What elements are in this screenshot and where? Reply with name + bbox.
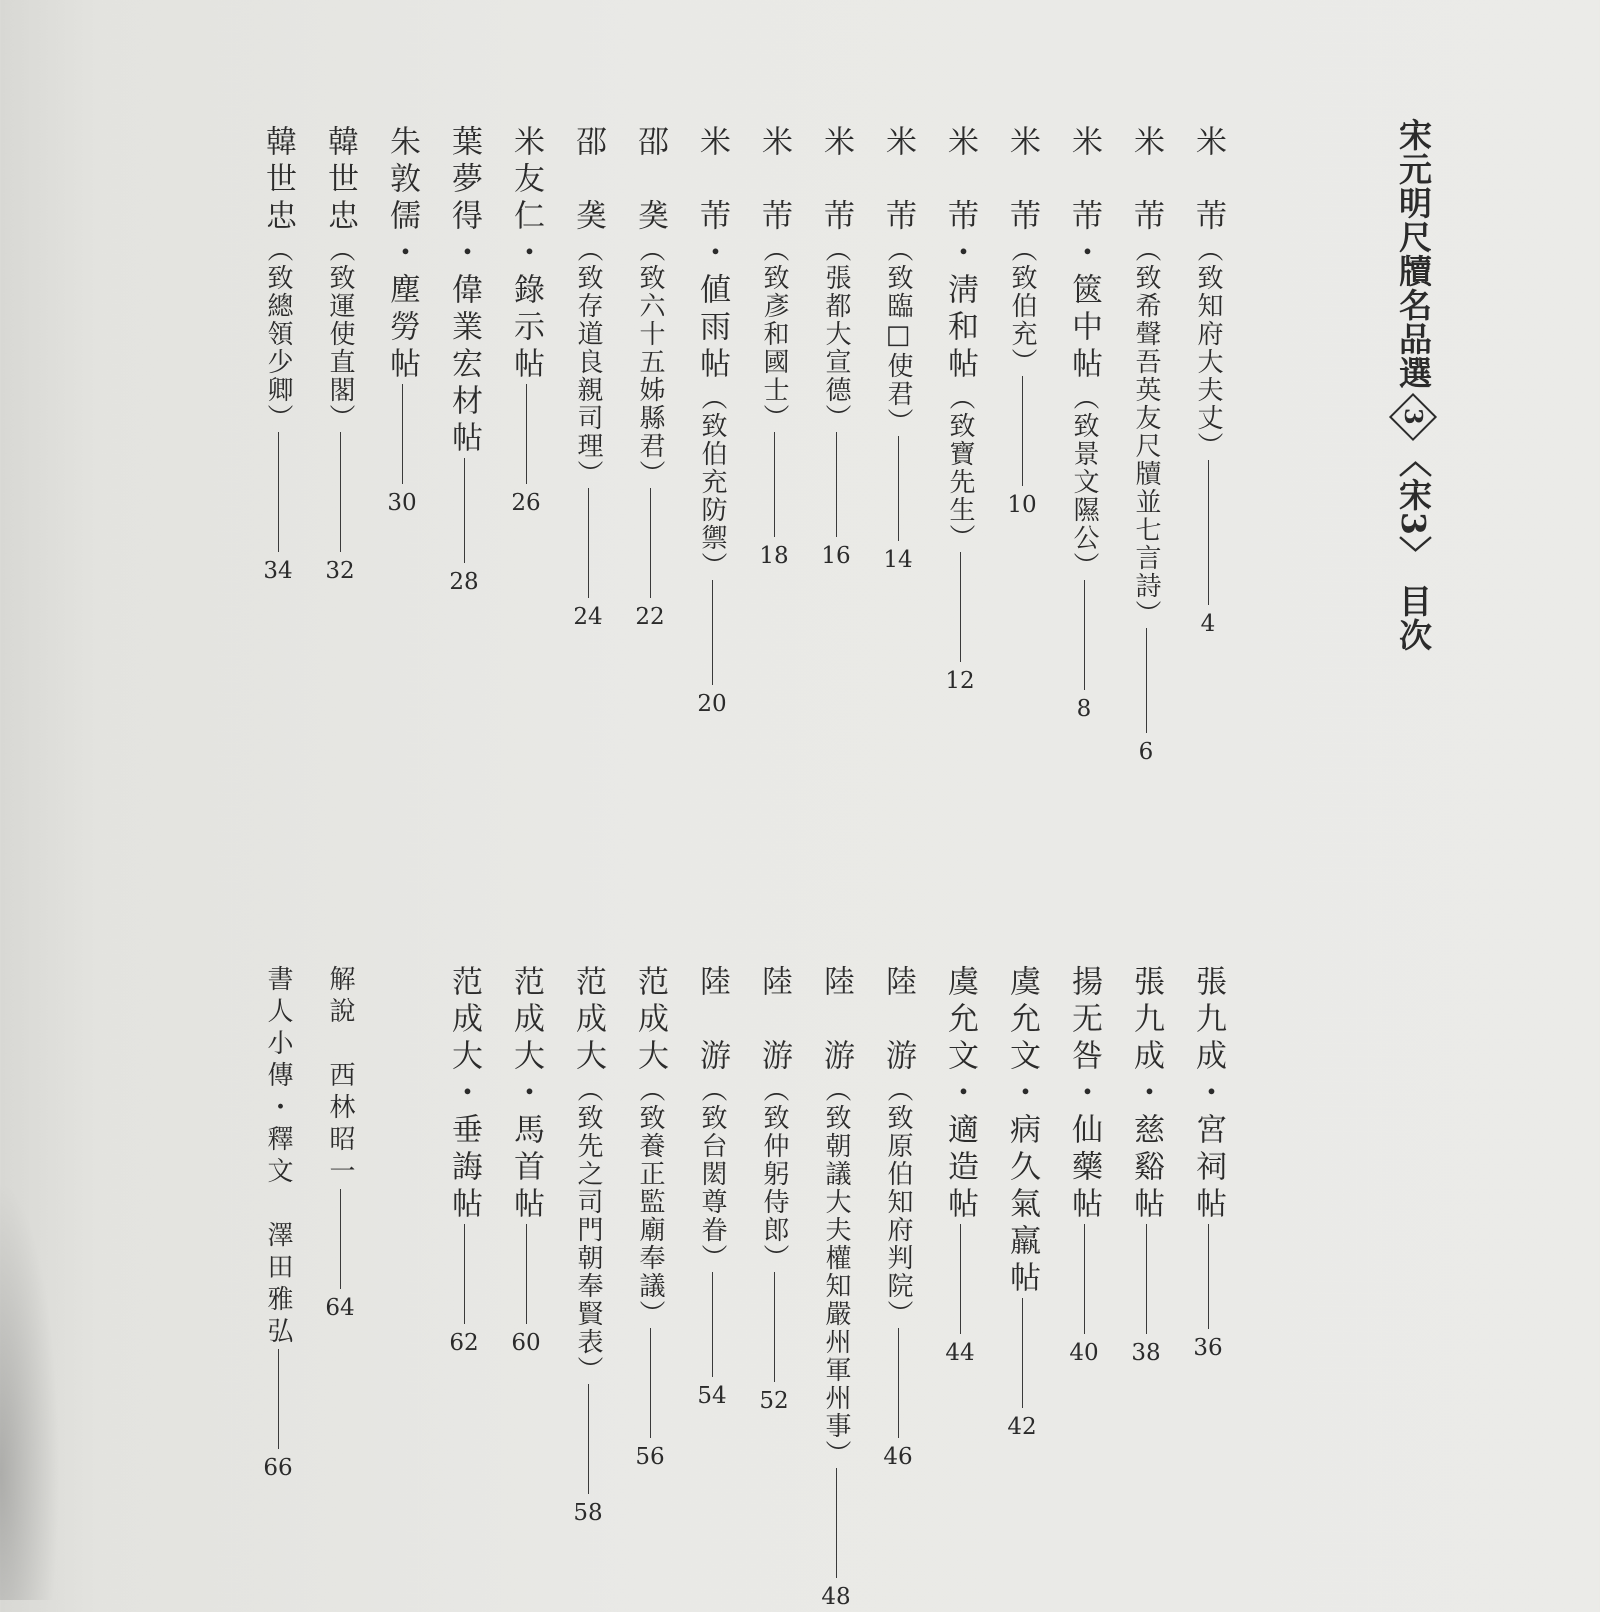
entry-recipient: （致仲躬侍郎） — [759, 1076, 789, 1272]
toc-entry — [1188, 125, 1228, 639]
entry-title: 范成大 — [570, 965, 606, 1076]
toc-entry — [878, 965, 918, 1472]
entry-recipient: （致先之司門朝奉賢表） — [573, 1076, 603, 1384]
entry-title: 米 芾 — [818, 125, 854, 236]
leader-line — [278, 1349, 279, 1449]
toc-entry — [630, 125, 670, 632]
page-number: 30 — [387, 490, 417, 516]
toc-entry — [258, 965, 298, 1483]
entry-title: 米友仁・錄示帖 — [508, 125, 544, 384]
leader-line — [836, 1468, 837, 1578]
entry-title: 米 芾 — [756, 125, 792, 236]
page-number: 4 — [1200, 611, 1216, 637]
toc-entry — [1002, 125, 1042, 520]
page-number: 58 — [573, 1500, 603, 1526]
page-number: 34 — [263, 558, 293, 584]
page-number: 10 — [1007, 492, 1037, 518]
toc-entry — [878, 125, 918, 575]
page-number: 66 — [263, 1455, 293, 1481]
toc-entry — [940, 965, 980, 1368]
leader-line — [774, 432, 775, 537]
toc-entry — [754, 965, 794, 1416]
entry-title: 解說 西林昭一 — [325, 965, 355, 1189]
page-edge-shadow — [0, 1180, 60, 1600]
entry-recipient: （致景文隰公） — [1069, 384, 1099, 580]
entry-recipient: （致總領少卿） — [263, 236, 293, 432]
entry-title: 韓世忠 — [260, 125, 296, 236]
page-number: 56 — [635, 1444, 665, 1470]
page-number: 48 — [821, 1584, 851, 1610]
page-number: 8 — [1076, 696, 1092, 722]
entry-title: 朱敦儒・塵勞帖 — [384, 125, 420, 384]
page-number: 64 — [325, 1295, 355, 1321]
entry-recipient: （致朝議大夫權知嚴州軍州事） — [821, 1076, 851, 1468]
toc-entry — [816, 965, 856, 1612]
toc-entry — [630, 965, 670, 1472]
leader-line — [898, 1328, 899, 1438]
entry-title: 米 芾 — [1128, 125, 1164, 236]
entry-recipient: （致六十五姊縣君） — [635, 236, 665, 488]
toc-entry — [1126, 125, 1166, 767]
page-number: 6 — [1138, 739, 1154, 765]
page-number: 42 — [1007, 1414, 1037, 1440]
leader-line — [1084, 1224, 1085, 1334]
leader-line — [960, 1224, 961, 1334]
toc-entry — [382, 125, 422, 518]
leader-line — [464, 1224, 465, 1324]
toc-entry — [940, 125, 980, 696]
page-number: 62 — [449, 1330, 479, 1356]
page-number: 38 — [1131, 1340, 1161, 1366]
entry-title: 米 芾・淸和帖 — [942, 125, 978, 384]
leader-line — [402, 384, 403, 484]
entry-recipient: （致運使直閣） — [325, 236, 355, 432]
leader-line — [1084, 580, 1085, 690]
entry-recipient: （致原伯知府判院） — [883, 1076, 913, 1328]
leader-line — [526, 1224, 527, 1324]
entry-recipient: （致寶先生） — [945, 384, 975, 552]
toc-entry — [1126, 965, 1166, 1368]
page-number: 26 — [511, 490, 541, 516]
toc-entry — [258, 125, 298, 586]
page-number: 32 — [325, 558, 355, 584]
leader-line — [712, 1272, 713, 1377]
entry-title: 揚无咎・仙藥帖 — [1066, 965, 1102, 1224]
entry-title: 陸 游 — [880, 965, 916, 1076]
toc-entry — [692, 125, 732, 719]
entry-title: 葉夢得・偉業宏材帖 — [446, 125, 482, 458]
entry-title: 米 芾 — [1190, 125, 1226, 236]
entry-title: 范成大 — [632, 965, 668, 1076]
toc-entry — [568, 965, 608, 1528]
entry-title: 張九成・慈谿帖 — [1128, 965, 1164, 1224]
page-number: 54 — [697, 1383, 727, 1409]
entry-recipient: （致知府大夫丈） — [1193, 236, 1223, 460]
leader-line — [526, 384, 527, 484]
entry-recipient: （致存道良親司理） — [573, 236, 603, 488]
page-number: 44 — [945, 1340, 975, 1366]
entry-title: 邵 䶮 — [632, 125, 668, 236]
entry-title: 邵 䶮 — [570, 125, 606, 236]
page-number: 60 — [511, 1330, 541, 1356]
entry-title: 書人小傳・釋文 澤田雅弘 — [263, 965, 293, 1349]
leader-line — [650, 1328, 651, 1438]
toc-entry — [1188, 965, 1228, 1363]
leader-line — [588, 1384, 589, 1494]
leader-line — [836, 432, 837, 537]
toc-entry — [1064, 125, 1104, 724]
toc-entry — [816, 125, 856, 571]
entry-recipient: （致養正監廟奉議） — [635, 1076, 665, 1328]
entry-title: 米 芾・値雨帖 — [694, 125, 730, 384]
leader-line — [1022, 1298, 1023, 1408]
toc-entry — [506, 965, 546, 1358]
toc-entry — [320, 965, 360, 1323]
leader-line — [712, 580, 713, 685]
title-sub: 〈宋3〉 — [1394, 444, 1433, 570]
entry-title: 陸 游 — [818, 965, 854, 1076]
leader-line — [340, 432, 341, 552]
leader-line — [1146, 628, 1147, 733]
toc-entry — [692, 965, 732, 1411]
title-main: 宋元明尺牘名品選 — [1394, 118, 1433, 390]
entry-title: 陸 游 — [756, 965, 792, 1076]
page-number: 14 — [883, 547, 913, 573]
toc-entry — [754, 125, 794, 571]
page-number: 22 — [635, 604, 665, 630]
leader-line — [960, 552, 961, 662]
leader-line — [650, 488, 651, 598]
page-number: 12 — [945, 668, 975, 694]
toc-entry — [320, 125, 360, 586]
entry-title: 米 芾 — [880, 125, 916, 236]
toc-entry — [1064, 965, 1104, 1368]
entry-recipient: （致希聲吾英友尺牘並七言詩） — [1131, 236, 1161, 628]
leader-line — [278, 432, 279, 552]
entry-title: 陸 游 — [694, 965, 730, 1076]
leader-line — [1208, 1224, 1209, 1329]
page-number: 36 — [1193, 1335, 1223, 1361]
page-number: 52 — [759, 1388, 789, 1414]
volume-badge: 3 — [1389, 393, 1437, 441]
entry-title: 虞允文・病久氣羸帖 — [1004, 965, 1040, 1298]
toc-entry — [444, 125, 484, 597]
entry-recipient: （致臨□使君） — [883, 236, 913, 436]
entry-title: 范成大・馬首帖 — [508, 965, 544, 1224]
entry-title: 虞允文・適造帖 — [942, 965, 978, 1224]
entry-title: 米 芾・篋中帖 — [1066, 125, 1102, 384]
entry-recipient: （致台閎尊眷） — [697, 1076, 727, 1272]
leader-line — [340, 1189, 341, 1289]
entry-recipient: （張都大宣德） — [821, 236, 851, 432]
toc-entry — [568, 125, 608, 632]
leader-line — [1208, 460, 1209, 605]
leader-line — [774, 1272, 775, 1382]
entry-title: 韓世忠 — [322, 125, 358, 236]
page-number: 28 — [449, 569, 479, 595]
toc-entry — [1002, 965, 1042, 1442]
leader-line — [588, 488, 589, 598]
page-number: 40 — [1069, 1340, 1099, 1366]
page-number: 20 — [697, 691, 727, 717]
entry-title: 米 芾 — [1004, 125, 1040, 236]
toc-entry — [444, 965, 484, 1358]
entry-recipient: （致伯充） — [1007, 236, 1037, 376]
leader-line — [898, 436, 899, 541]
entry-title: 范成大・垂誨帖 — [446, 965, 482, 1224]
toc-entry — [506, 125, 546, 518]
entry-title: 張九成・宮祠帖 — [1190, 965, 1226, 1224]
entry-recipient: （致彥和國士） — [759, 236, 789, 432]
leader-line — [464, 458, 465, 563]
leader-line — [1022, 376, 1023, 486]
page-number: 16 — [821, 543, 851, 569]
page-number: 46 — [883, 1444, 913, 1470]
book-title — [1390, 118, 1436, 652]
page-number: 24 — [573, 604, 603, 630]
page-number: 18 — [759, 543, 789, 569]
entry-recipient: （致伯充防禦） — [697, 384, 727, 580]
title-toc: 目次 — [1394, 583, 1433, 652]
leader-line — [1146, 1224, 1147, 1334]
